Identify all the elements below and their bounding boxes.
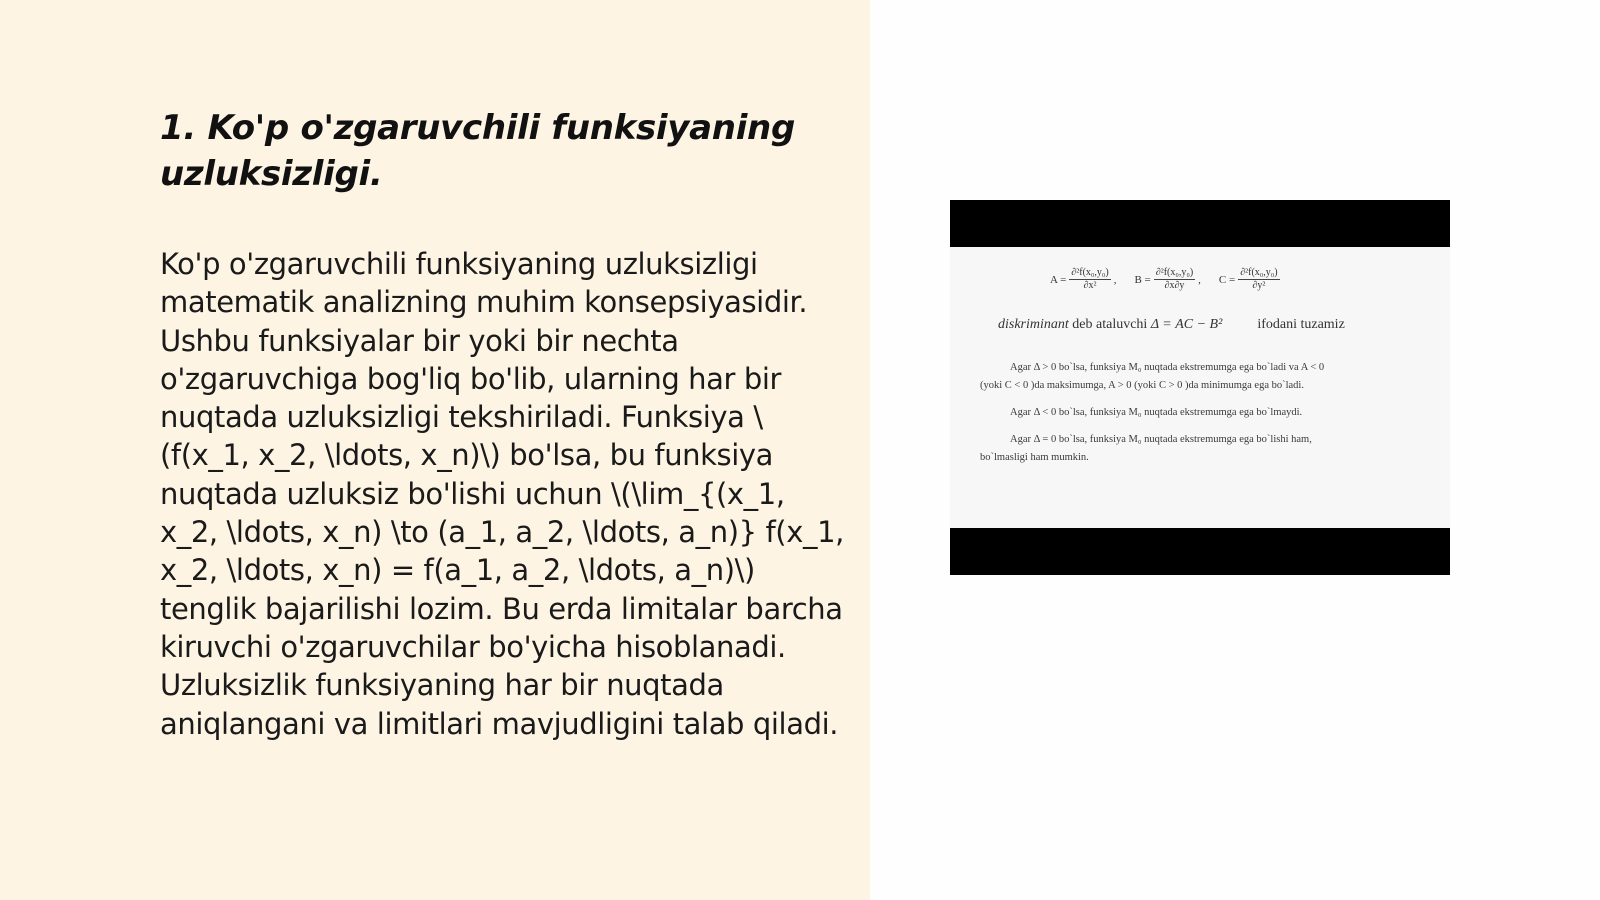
condition-positive-line2: (yoki C < 0 )da maksimumga, A > 0 (yoki C > 0 )da minimumga ega bo`ladi. bbox=[980, 380, 1304, 391]
condition-negative-line: Agar Δ < 0 bo`lsa, funksiya M₀ nuqtada ekstremumga ega bo`lmaydi. bbox=[1010, 407, 1303, 418]
formula-c-numerator: ∂²f(x₀,y₀) bbox=[1240, 267, 1278, 278]
formula-c bbox=[1219, 267, 1280, 292]
discriminant-middle: deb ataluvchi bbox=[1072, 317, 1148, 332]
discriminant-word: diskriminant bbox=[998, 317, 1069, 332]
condition-positive bbox=[980, 359, 1390, 395]
discriminant-expression: Δ = AC − B² bbox=[1150, 317, 1223, 332]
formula-b-denominator: ∂x∂y bbox=[1164, 280, 1185, 291]
math-content bbox=[950, 247, 1450, 528]
formula-separator: , bbox=[1113, 273, 1117, 286]
formula-a-denominator: ∂x² bbox=[1083, 280, 1097, 291]
condition-zero bbox=[980, 431, 1390, 467]
formula-b-label: B = bbox=[1134, 273, 1151, 286]
image-bottom-bar bbox=[950, 528, 1450, 575]
formula-b bbox=[1134, 267, 1200, 292]
condition-zero-line2: bo`lmasligi ham mumkin. bbox=[980, 452, 1089, 463]
slide-body-text: Ko'p o'zgaruvchili funksiyaning uzluksizligi matematik analizning muhim konsepsiyasidir. Ushbu funksiyalar bir yoki bir nechta o'zgaruvchiga bog'liq bo'lib, ularning har bir nuqtada uzluksizligi tekshiriladi. Funksiya \(f(x_1, x_2, \ldots, x_n)\) bo'lsa, bu funksiya nuqtada uzluksiz bo'lishi uchun \(\lim_{(x_1, x_2, \ldots, x_n) \to (a_1, a_2, \ldots, a_n)} f(x_1, x_2, \ldots, x_n) = f(a_1, a_2, \ldots, a_n)\) tenglik bajarilishi lozim. Bu erda limitalar barcha kiruvchi o'zgaruvchilar bo'yicha hisoblanadi. Uzluksizlik funksiyaning har bir nuqtada aniqlangani va limitlari mavjudligini talab qiladi. bbox=[160, 247, 844, 741]
second-derivatives-row bbox=[1050, 267, 1280, 292]
formula-c-fraction bbox=[1238, 267, 1279, 292]
slide-title: 1. Ko'p o'zgaruvchili funksiyaning uzluksizligi. bbox=[160, 108, 795, 194]
formula-a bbox=[1050, 267, 1116, 292]
condition-negative bbox=[980, 404, 1390, 422]
condition-zero-line1: Agar Δ = 0 bo`lsa, funksiya M₀ nuqtada ekstremumga ega bo`lishi ham, bbox=[1010, 434, 1312, 445]
image-top-bar bbox=[950, 200, 1450, 247]
condition-positive-line1: Agar Δ > 0 bo`lsa, funksiya M₀ nuqtada ekstremumga ega bo`ladi va A < 0 bbox=[1010, 362, 1325, 373]
formula-b-fraction bbox=[1154, 267, 1195, 292]
formula-a-fraction bbox=[1069, 267, 1110, 292]
discriminant-line bbox=[998, 317, 1345, 333]
formula-c-denominator: ∂y² bbox=[1252, 280, 1266, 291]
formula-a-numerator: ∂²f(x₀,y₀) bbox=[1071, 267, 1109, 278]
formula-c-label: C = bbox=[1218, 273, 1236, 286]
formula-b-numerator: ∂²f(x₀,y₀) bbox=[1155, 267, 1194, 278]
discriminant-tail: ifodani tuzamiz bbox=[1257, 317, 1345, 332]
formula-separator: , bbox=[1198, 273, 1201, 286]
formula-image bbox=[950, 200, 1450, 575]
formula-a-label: A = bbox=[1050, 273, 1067, 286]
